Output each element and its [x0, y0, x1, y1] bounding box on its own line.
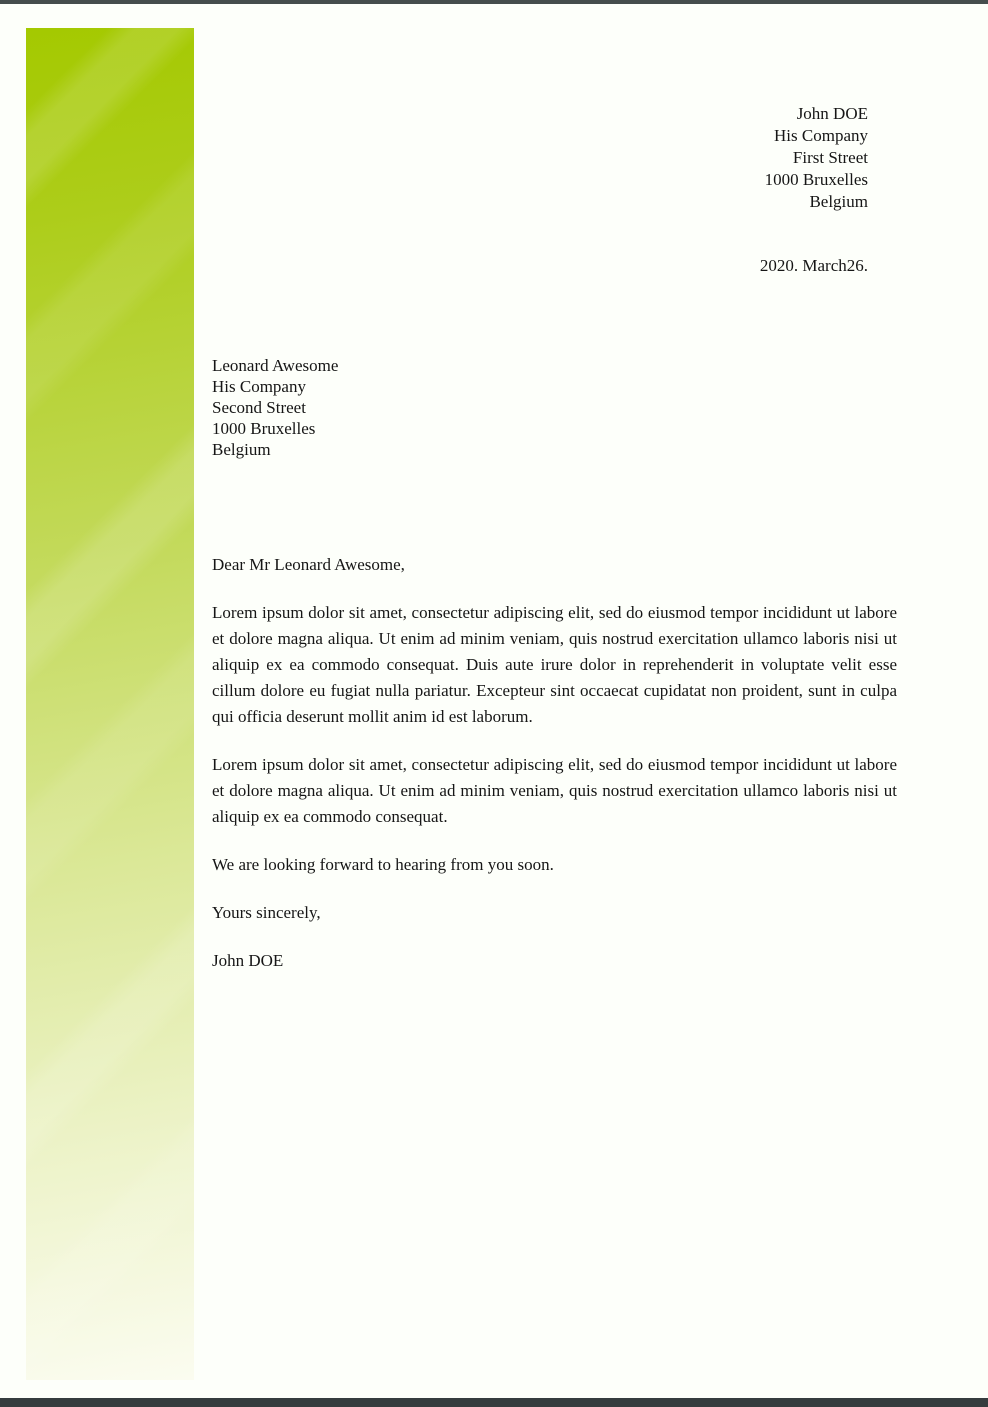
- viewer-top-edge-bar: [0, 0, 988, 4]
- sender-country: Belgium: [809, 192, 868, 211]
- letter-body: [212, 552, 897, 996]
- body-paragraph-2: Lorem ipsum dolor sit amet, consectetur adipiscing elit, sed do eiusmod tempor incididunt ut labore et dolore magna aliqua. Ut enim ad minim veniam, quis nostrud exercitation ullamco laboris nisi ut aliquip ex ea commodo consequat.: [212, 755, 897, 826]
- green-gradient-sidebar: [26, 28, 194, 1380]
- recipient-city: 1000 Bruxelles: [212, 419, 316, 438]
- recipient-street: Second Street: [212, 398, 306, 417]
- sender-street: First Street: [792, 148, 868, 167]
- letter-date: 2020. March26.: [759, 256, 868, 275]
- sender-name: John DOE: [796, 104, 868, 123]
- recipient-address-block: [212, 355, 338, 460]
- viewer-bottom-edge-bar: [0, 1398, 988, 1407]
- body-paragraph-1: Lorem ipsum dolor sit amet, consectetur adipiscing elit, sed do eiusmod tempor incididunt ut labore et dolore magna aliqua. Ut enim ad minim veniam, quis nostrud exercitation ullamco laboris nisi ut aliquip ex ea commodo consequat. Duis aute irure dolor in reprehenderit in voluptate velit esse cillum dolore eu fugiat nulla pariatur. Excepteur sint occaecat cupidatat non proident, sunt in culpa qui officia deserunt mollit anim id est laborum.: [212, 603, 897, 726]
- recipient-name: Leonard Awesome: [212, 356, 339, 375]
- closing-line: We are looking forward to hearing from you soon.: [212, 855, 554, 874]
- sender-company: His Company: [774, 126, 868, 145]
- sender-address-block: [765, 103, 868, 213]
- valediction: Yours sincerely,: [212, 903, 321, 922]
- recipient-company: His Company: [212, 377, 306, 396]
- salutation: Dear Mr Leonard Awesome,: [212, 555, 405, 574]
- signature-name: John DOE: [212, 951, 284, 970]
- recipient-country: Belgium: [212, 440, 271, 459]
- sender-city: 1000 Bruxelles: [764, 170, 868, 189]
